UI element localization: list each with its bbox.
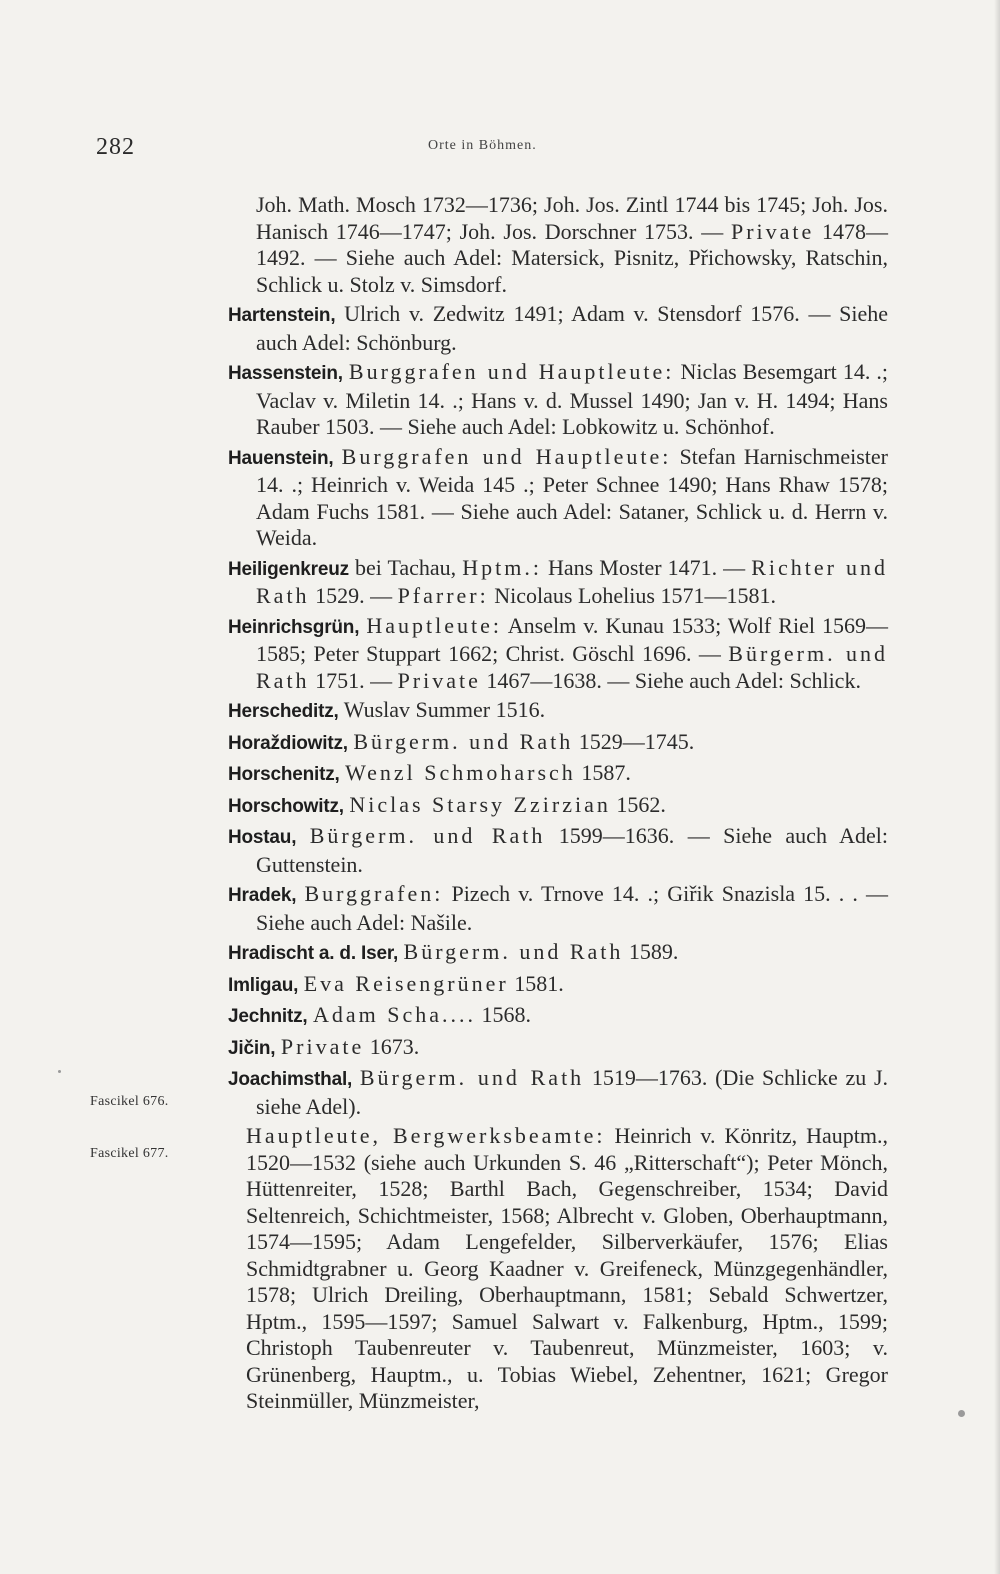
spaced-text: Pfarrer: [397,583,489,608]
entry-text: 1529. — [309,583,398,608]
spaced-text: Burggrafen und Hauptleute: [341,443,672,469]
spaced-text: Hauptleute, Bergwerksbeamte: [246,1123,606,1148]
entry-text: Joh. Math. Mosch 1732—1736; Joh. Jos. Zintl 1744 bis 1745; Joh. Jos. Hanisch 1746—1747; Joh. Jos. Dorschner 1753. — [256,192,888,244]
entry-text: 1581. [508,970,564,996]
entry-heading: Horschenitz, [228,764,340,785]
entry-hartenstein [228,301,888,356]
entry-text: 1519—1763. (Die Schlicke zu J. siehe Adel). [256,1065,889,1119]
spaced-text: Bürgerm. und Rath [256,641,889,693]
entry-joachimsthal [228,1065,888,1120]
paper-speck [58,1070,61,1073]
margin-note-fascikel-677: Fascikel 677. [90,1146,169,1161]
entry-jechnitz [228,1002,888,1031]
entry-text: 1562. [610,791,666,817]
entry-heading: Jechnitz, [228,1006,308,1027]
entry-horazdiowitz [228,729,888,758]
entry-text: 1751. — [309,667,398,693]
entry-heading: Hradek, [228,885,297,906]
entry-hostau [228,823,888,878]
entry-heading: Hostau, [228,827,297,848]
entry-heading: Hassenstein, [228,363,343,384]
entry-continuation-top [228,192,888,298]
entry-heiligenkreuz [228,555,888,610]
entry-hradek [228,881,888,936]
spaced-text: Wenzl Schmoharsch [345,760,576,785]
entry-text: 1599—1636. — Siehe auch Adel: Guttenstein. [256,823,889,877]
entry-text: 1478—1492. — Siehe auch Adel: Matersick, Pisnitz, Přichowsky, Ratschin, Schlick u. Stolz v. Simsdorf. [256,218,889,297]
entry-hassenstein [228,359,888,441]
spaced-text: Private [397,667,481,693]
spaced-text: Hauptleute: [366,612,502,638]
entry-heinrichsgruen [228,613,888,695]
entry-text: Wuslav Summer 1516. [338,697,546,722]
entry-imligau [228,971,888,1000]
entry-heading: Jičin, [228,1037,276,1059]
page-edge-shadow [994,0,1000,1574]
page-number: 282 [96,134,135,160]
entry-horschenitz [228,760,888,789]
entry-heading: Horschowitz, [228,795,344,817]
entry-text: Anselm v. Kunau 1533; Wolf Riel 1569—1585; Peter Stuppart 1662; Christ. Göschl 1696. — [256,612,888,666]
entry-text: bei Tachau, [348,554,463,580]
spaced-text: Bürgerm. und Rath [309,823,546,848]
spaced-text: Private [280,1033,365,1059]
margin-note-fascikel-676: Fascikel 676. [90,1094,169,1109]
entry-text: 1529—1745. [573,728,695,754]
running-head: Orte in Böhmen. [428,138,537,153]
index-entries [228,192,888,1415]
entry-heading: Heiligenkreuz [228,558,349,580]
entry-text: Heinrich v. Könritz, Hauptm., 1520—1532 (siehe auch Urkunden S. 46 „Ritterschaft“); Peter Mönch, Hüttenreiter, 1528; Barthl Bach, Gegenschreiber, 1534; David Seltenreich, Schichtmeister, 1568; Albrecht v. Globen, Oberhauptmann, 1574—1595; Adam Lengefelder, Silberverkäufer, 1576; Elias Schmidtgrabner u. Georg Kaadner v. Greifeneck, Münzgegenhändler, 1578; Ulrich Dreiling, Oberhauptmann, 1581; Sebald Schwertzer, Hptm., 1595—1597; Samuel Salwart v. Falkenburg, Hptm., 1599; Christoph Taubenreuter v. Taubenreut, Münzmeister, 1603; v. Grünenberg, Hauptm., u. Tobias Wiebel, Zehentner, 1621; Gregor Steinmüller, Münzmeister, [246,1123,889,1413]
entry-text [352,1065,360,1090]
entry-hauenstein [228,444,888,552]
entry-heading: Hartenstein, [228,305,336,326]
entry-text: Hans Moster 1471. — [541,554,752,580]
entry-text: Nicolaus Lohelius 1571—1581. [488,583,776,608]
spaced-text: Burggrafen und Hauptleute: [348,359,675,384]
entry-text: Stefan Harnischmeister 14. .; Heinrich v. Weida 145 .; Peter Schnee 1490; Hans Rhaw 1578; Adam Fuchs 1581. — Siehe auch Adel: Sataner, Schlick u. d. Herrn v. Weida. [256,443,888,550]
entry-text: 1673. [364,1033,420,1059]
entry-heading: Hauenstein, [228,447,334,469]
entry-text: 1568. [476,1002,532,1027]
entry-heading: Heinrichsgrün, [228,616,360,638]
spaced-text: Bürgerm. und Rath [353,728,574,754]
spaced-text: Richter und Rath [256,554,888,608]
entry-jicin [228,1034,888,1063]
entry-text: 1589. [623,939,679,964]
entry-heading: Joachimsthal, [228,1069,353,1090]
entry-heading: Herscheditz, [228,701,339,722]
spaced-text: Bürgerm. und Rath [403,939,624,964]
entry-herscheditz [228,697,888,726]
paper-speck [958,1410,965,1417]
spaced-text: Adam Scha.... [313,1002,477,1027]
entry-heading: Hradischt a. d. Iser, [228,943,399,964]
entry-joachimsthal-hauptleute [228,1123,888,1415]
entry-hradischt [228,939,888,968]
spaced-text: Niclas Starsy Zzirzian [349,791,611,817]
entry-heading: Imligau, [228,974,299,996]
spaced-text: Private [730,218,815,244]
entry-text: Pizech v. Trnove 14. .; Giřik Snazisla 15. . . — Siehe auch Adel: Našile. [256,881,889,935]
entry-heading: Horaždiowitz, [228,732,348,754]
entry-text [334,444,342,469]
entry-horschowitz [228,792,888,821]
entry-text: Ulrich v. Zedwitz 1491; Adam v. Stensdorf 1576. — Siehe auch Adel: Schönburg. [256,301,888,355]
entry-text: 1467—1638. — Siehe auch Adel: Schlick. [480,667,861,693]
entry-text: 1587. [575,760,631,785]
entry-text: Niclas Besemgart 14. .; Vaclav v. Miletin 14. .; Hans v. d. Mussel 1490; Jan v. H. 1494; Hans Rauber 1503. — Siehe auch Adel: Lobkowitz u. Schönhof. [256,359,888,439]
spaced-text: Eva Reisengrüner [303,970,509,996]
spaced-text: Bürgerm. und Rath [359,1065,585,1090]
spaced-text: Hptm.: [462,554,542,580]
entry-text [296,823,309,848]
spaced-text: Burggrafen: [304,881,444,906]
